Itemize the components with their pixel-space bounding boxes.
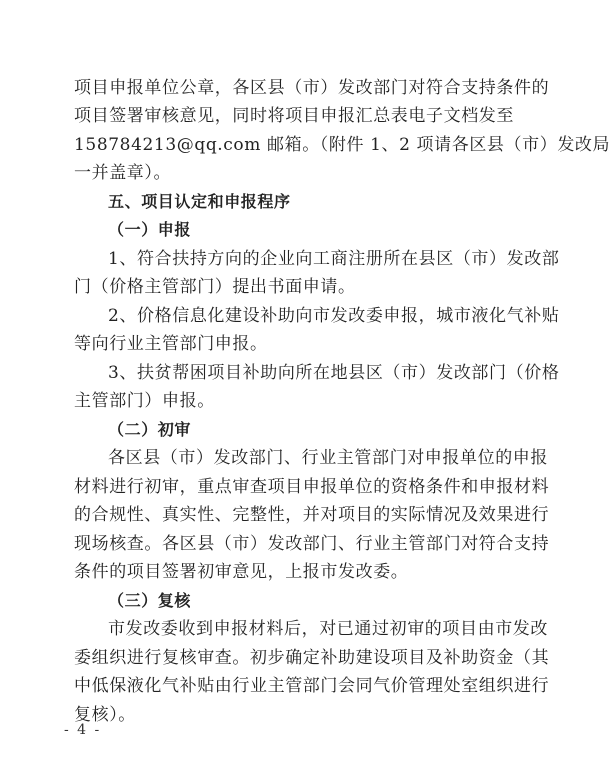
paragraph-line: 条件的项目签署初审意见，上报市发改委。 xyxy=(74,562,409,582)
paragraph-line: 门（价格主管部门）提出书面申请。 xyxy=(74,277,356,297)
subsection-heading: （二）初审 xyxy=(108,420,192,439)
section-heading: 五、项目认定和申报程序 xyxy=(108,192,291,211)
paragraph-line: 的合规性、真实性、完整性，并对项目的实际情况及效果进行 xyxy=(74,505,550,525)
paragraph-line: 158784213@qq.com 邮箱。（附件 1、2 项请各区县（市）发改局 xyxy=(74,135,610,155)
page-number: - 4 - xyxy=(64,722,102,738)
paragraph-line: 现场核查。各区县（市）发改部门、行业主管部门对符合支持 xyxy=(74,534,550,554)
paragraph-line: 委组织进行复核审查。初步确定补助建设项目及补助资金（其 xyxy=(74,648,550,668)
paragraph-line: 主管部门）申报。 xyxy=(74,391,215,411)
subsection-heading: （三）复核 xyxy=(108,591,192,610)
subsection-heading: （一）申报 xyxy=(108,220,192,239)
paragraph-line: 3、扶贫帮困项目补助向所在地县区（市）发改部门（价格 xyxy=(108,363,560,383)
paragraph-line: 项目申报单位公章，各区县（市）发改部门对符合支持条件的 xyxy=(74,78,550,98)
paragraph-line: 各区县（市）发改部门、行业主管部门对申报单位的申报 xyxy=(108,448,548,468)
paragraph-line: 项目签署审核意见，同时将项目申报汇总表电子文档发至 xyxy=(74,106,514,126)
paragraph-line: 一并盖章）。 xyxy=(74,163,172,183)
paragraph-line: 2、价格信息化建设补助向市发改委申报，城市液化气补贴 xyxy=(108,306,560,326)
paragraph-line: 材料进行初审，重点审查项目申报单位的资格条件和申报材料 xyxy=(74,477,550,497)
paragraph-line: 等向行业主管部门申报。 xyxy=(74,334,268,354)
paragraph-line: 中低保液化气补贴由行业主管部门会同气价管理处室组织进行 xyxy=(74,676,550,696)
paragraph-line: 市发改委收到申报材料后，对已通过初审的项目由市发改 xyxy=(108,619,548,639)
paragraph-line: 复核）。 xyxy=(74,705,136,725)
paragraph-line: 1、符合扶持方向的企业向工商注册所在县区（市）发改部 xyxy=(108,249,560,269)
